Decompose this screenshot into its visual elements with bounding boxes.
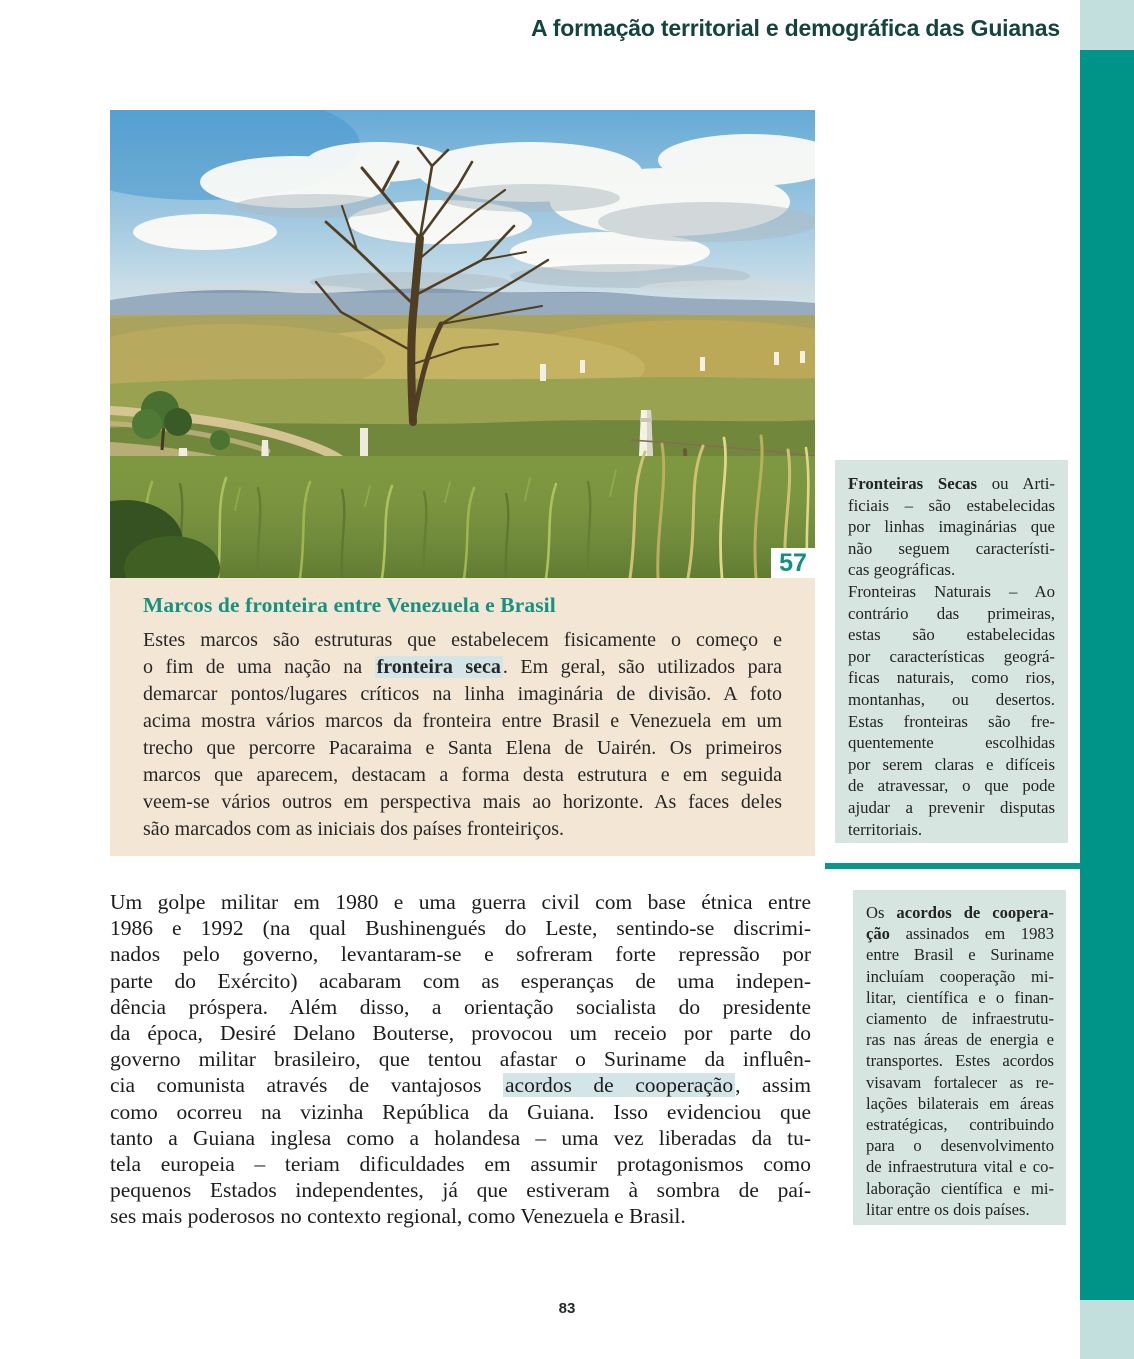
figure-number-badge: 57 bbox=[771, 548, 815, 578]
divider-rule bbox=[825, 863, 1080, 869]
sidebar-fronteiras-text: Fronteiras Secas ou Arti- ficiais – são estabelecidas por linhas imaginárias que não seguem característi- cas geográficas. Fronteiras Naturais – Ao contrário das primeiras, estas são estabelecidas por características geográ- ficas naturais, como rios, montanhas, ou desertos. Estas fronteiras são fre- quentemente escolhidas por serem claras e difíceis de atravessar, o que pode ajudar a prevenir disputas territoriais. bbox=[848, 474, 1055, 839]
sidebar-acordos-text: Os acordos de coopera- ção assinados em 1983 entre Brasil e Suriname incluíam cooperação mi- litar, científica e o finan- ciamento de infraestrutu- ras nas áreas de energia e transportes. Estes acordos visavam fortalecer as re- lações bilaterais em áreas estratégicas, contribuindo para o desenvolvimento de infraestrutura vital e co- laboração científica e mi- litar entre os dois países. bbox=[866, 903, 1054, 1219]
light-overlay bbox=[110, 110, 815, 578]
figure-photo-border-markers bbox=[110, 110, 815, 578]
body-paragraph: Um golpe militar em 1980 e uma guerra civil com base étnica entre 1986 e 1992 (na qual Bushinengués do Leste, sentindo-se discrimi- nados pelo governo, levantaram-se e sofreram forte repressão por parte do Exército) acabaram com as esperanças de uma indepen- dência próspera. Além disso, a orientação socialista do presidente da época, Desiré Delano Bouterse, provocou um receio por parte do governo militar brasileiro, que tentou afastar o Suriname da influên- cia comunista através de vantajosos acordos de cooperação, assim como ocorreu na vizinha República da Guiana. Isso evidenciou que tanto a Guiana inglesa como a holandesa – uma vez liberadas da tu- tela europeia – teriam dificuldades em assumir protagonismos como pequenos Estados independentes, já que estiveram à sombra de paí- ses mais poderosos no contexto regional, como Venezuela e Brasil. bbox=[110, 890, 811, 1229]
edge-accent-bar bbox=[1080, 50, 1134, 1300]
page-header-title: A formação territorial e demográfica das Guianas bbox=[531, 15, 1060, 41]
sidebar-box-acordos bbox=[853, 890, 1066, 1225]
page-number: 83 bbox=[558, 1300, 576, 1317]
caption-title: Marcos de fronteira entre Venezuela e Brasil bbox=[143, 593, 556, 617]
caption-text: Estes marcos são estruturas que estabelecem fisicamente o começo e o fim de uma nação na fronteira seca . Em geral, são utilizados para demarcar pontos/lugares críticos na linha imaginária de divisão. A foto acima mostra vários marcos da fronteira entre Brasil e Venezuela em um trecho que percorre Pacaraima e Santa Elena de Uairén. Os primeiros marcos que aparecem, destacam a forma desta estrutura e em seguida veem-se vários outros em perspectiva mais ao horizonte. As faces deles são marcados com as iniciais dos países fronteiriços. bbox=[143, 629, 782, 840]
edge-accent-top-block bbox=[1080, 0, 1134, 50]
landscape-illustration bbox=[110, 110, 815, 578]
figure-caption-box bbox=[110, 578, 815, 856]
sidebar-box-fronteiras bbox=[835, 460, 1068, 843]
